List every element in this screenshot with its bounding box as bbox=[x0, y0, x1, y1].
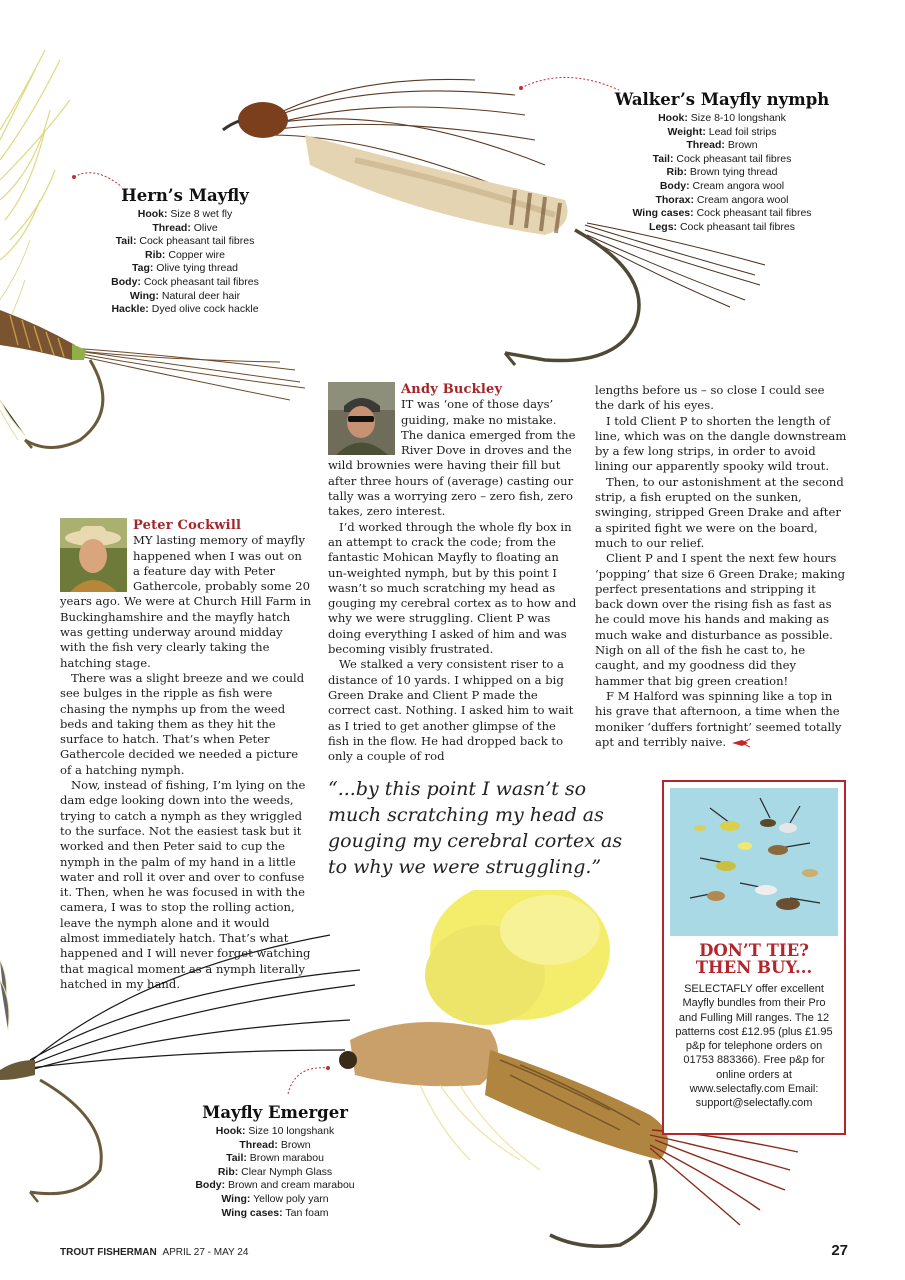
recipe-row: Thread: Olive bbox=[152, 221, 218, 234]
mayfly-emerger-recipe bbox=[180, 1103, 370, 1220]
footer bbox=[60, 1247, 248, 1258]
recipe-row: Hook: Size 8 wet fly bbox=[137, 208, 233, 220]
pull-quote: “...by this point I wasn’t so much scratching my head as gouging my cerebral cortex as to why we were struggling.” bbox=[328, 778, 623, 878]
recipe-row: Wing: Yellow poly yarn bbox=[221, 1192, 329, 1205]
walkers-nymph-list bbox=[612, 112, 832, 234]
recipe-row: Wing cases: Tan foam bbox=[221, 1206, 329, 1219]
walkers-nymph-recipe bbox=[612, 90, 832, 234]
recipe-row: Hackle: Dyed olive cock hackle bbox=[111, 303, 259, 316]
recipe-row: Body: Brown and cream marabou bbox=[195, 1179, 355, 1192]
herns-mayfly-list bbox=[95, 208, 275, 317]
herns-mayfly-title: Hern’s Mayfly bbox=[121, 186, 249, 205]
end-mark-fly-icon bbox=[730, 738, 750, 748]
advert-body: SELECTAFLY offer excellent Mayfly bundles from their Pro and Fulling Mill ranges. The 12 patterns cost £12.95 (plus £1.95 p&p for telephone orders on 01753 883366). Free p&p for online orders at www.selectafly.com Email: support@selectafly.com bbox=[675, 983, 833, 1110]
fly-assortment-photo bbox=[670, 788, 838, 936]
selectafly-advert bbox=[662, 780, 846, 1135]
recipe-row: Wing cases: Cock pheasant tail fibres bbox=[632, 207, 812, 220]
buckley-paragraph: Client P and I spent the next few hours ‘popping’ that size 6 Green Drake; making perfect presentations and stripping it back down over the rising fish as fast as he could move his hands and making as much wake and disturbance as possible. Nigh on all of the fish he cast to, he caught, and my goodness did they hammer that big green creation! bbox=[595, 551, 846, 688]
recipe-row: Weight: Lead foil strips bbox=[667, 125, 777, 138]
cockwill-paragraph: There was a slight breeze and we could see bulges in the ripple as fish were chasing the nymphs up from the weed beds and taking them as they hit the surface to hatch. That’s when Peter Gathercole decided we needed a picture of a hatching nymph. bbox=[60, 670, 305, 777]
recipe-row: Thread: Brown bbox=[686, 139, 758, 152]
page-number: 27 bbox=[831, 1242, 848, 1259]
recipe-row: Body: Cock pheasant tail fibres bbox=[111, 275, 259, 288]
recipe-row: Rib: Brown tying thread bbox=[666, 166, 778, 179]
buckley-paragraph: IT was ‘one of those days’ guiding, make no mistake. The danica emerged from the River Dove in droves and the wild brownies were having their fill but after three hours of (average) casting our tally was a worrying zero – zero fish, zero takes, zero interest. bbox=[328, 397, 576, 519]
mayfly-emerger-title: Mayfly Emerger bbox=[202, 1103, 348, 1122]
buckley-paragraph: Then, to our astonishment at the second strip, a fish erupted on the sunken, swinging, stripped Green Drake and after a spirited fight we were on the board, much to our relief. bbox=[595, 474, 844, 550]
cockwill-paragraph: Now, instead of fishing, I’m lying on the dam edge looking down into the weeds, trying to catch a nymph as they wriggled to the surface. Not the easiest task but it worked and then Peter said to cup the nymph in the palm of my hand in a little water and roll it over and over to confuse it. Then, when he was focused in with the camera, I was to stop the rolling action, leave the nymph alone and it would almost immediately hatch. That’s what happened and I will never forget watching that magical moment as a nymph literally hatched in my hand. bbox=[60, 778, 311, 991]
cockwill-column bbox=[60, 518, 312, 992]
recipe-row: Hook: Size 8-10 longshank bbox=[658, 112, 786, 124]
cockwill-author: Peter Cockwill bbox=[133, 518, 242, 533]
leader-line-walkers bbox=[515, 70, 625, 100]
walkers-nymph-title: Walker’s Mayfly nymph bbox=[614, 90, 830, 109]
recipe-row: Rib: Copper wire bbox=[145, 248, 225, 261]
recipe-row: Body: Cream angora wool bbox=[659, 179, 785, 192]
andy-buckley-photo bbox=[328, 382, 395, 455]
recipe-row: Rib: Clear Nymph Glass bbox=[217, 1165, 333, 1178]
buckley-paragraph: lengths before us – so close I could see the dark of his eyes. bbox=[595, 383, 825, 413]
buckley-paragraph: F M Halford was spinning like a top in his grave that afternoon, a time when the moniker ‘duffers fortnight’ seemed totally apt and terribly naive. bbox=[595, 688, 842, 749]
buckley-column bbox=[328, 382, 580, 764]
recipe-row: Tail: Cock pheasant tail fibres bbox=[115, 235, 255, 248]
recipe-row: Legs: Cock pheasant tail fibres bbox=[649, 220, 795, 233]
recipe-row: Tail: Cock pheasant tail fibres bbox=[652, 152, 792, 165]
recipe-row: Thread: Brown bbox=[239, 1138, 311, 1151]
buckley-paragraph: I’d worked through the whole fly box in an attempt to crack the code; from the fantastic Mohican Mayfly to floating an un-weighted nymph, but by this point I wasn’t so much scratching my head as gouging my cerebral cortex as to how and why we were struggling. Client P was doing everything I asked of him and was becoming visibly frustrated. bbox=[328, 519, 577, 657]
buckley-paragraph: I told Client P to shorten the length of line, which was on the dangle downstream by a few long strips, in order to avoid lining our apparently spooky wild trout. bbox=[595, 413, 847, 474]
recipe-row: Tail: Brown marabou bbox=[226, 1152, 324, 1165]
recipe-row: Thorax: Cream angora wool bbox=[655, 193, 789, 206]
recipe-row: Hook: Size 10 longshank bbox=[215, 1125, 335, 1137]
peter-cockwill-photo bbox=[60, 518, 127, 592]
advert-heading: DON’T TIE? THEN BUY... bbox=[695, 941, 813, 977]
buckley-column-continued bbox=[595, 383, 847, 750]
buckley-paragraph: We stalked a very consistent riser to a distance of 10 yards. I whipped on a big Green Drake and Client P made the correct cast. Nothing. I asked him to wait as I tried to get another glimpse of the fish in the flow. He had dropped back to only a couple of rod bbox=[328, 657, 574, 764]
leader-line-emerger bbox=[280, 1060, 340, 1100]
buckley-author: Andy Buckley bbox=[401, 382, 503, 397]
mayfly-emerger-list bbox=[180, 1125, 370, 1220]
magazine-name: TROUT FISHERMAN bbox=[60, 1247, 157, 1258]
cockwill-paragraph: MY lasting memory of mayfly happened when I was out on a feature day with Peter Gathercole, probably some 20 years ago. We were at Church Hill Farm in Buckinghamshire and the mayfly hatch was getting underway around midday with the fish very clearly taking the hatching stage. bbox=[60, 533, 312, 670]
herns-mayfly-recipe bbox=[95, 186, 275, 317]
issue-date: APRIL 27 - MAY 24 bbox=[162, 1247, 249, 1258]
recipe-row: Tag: Olive tying thread bbox=[131, 262, 239, 275]
recipe-row: Wing: Natural deer hair bbox=[129, 289, 241, 302]
